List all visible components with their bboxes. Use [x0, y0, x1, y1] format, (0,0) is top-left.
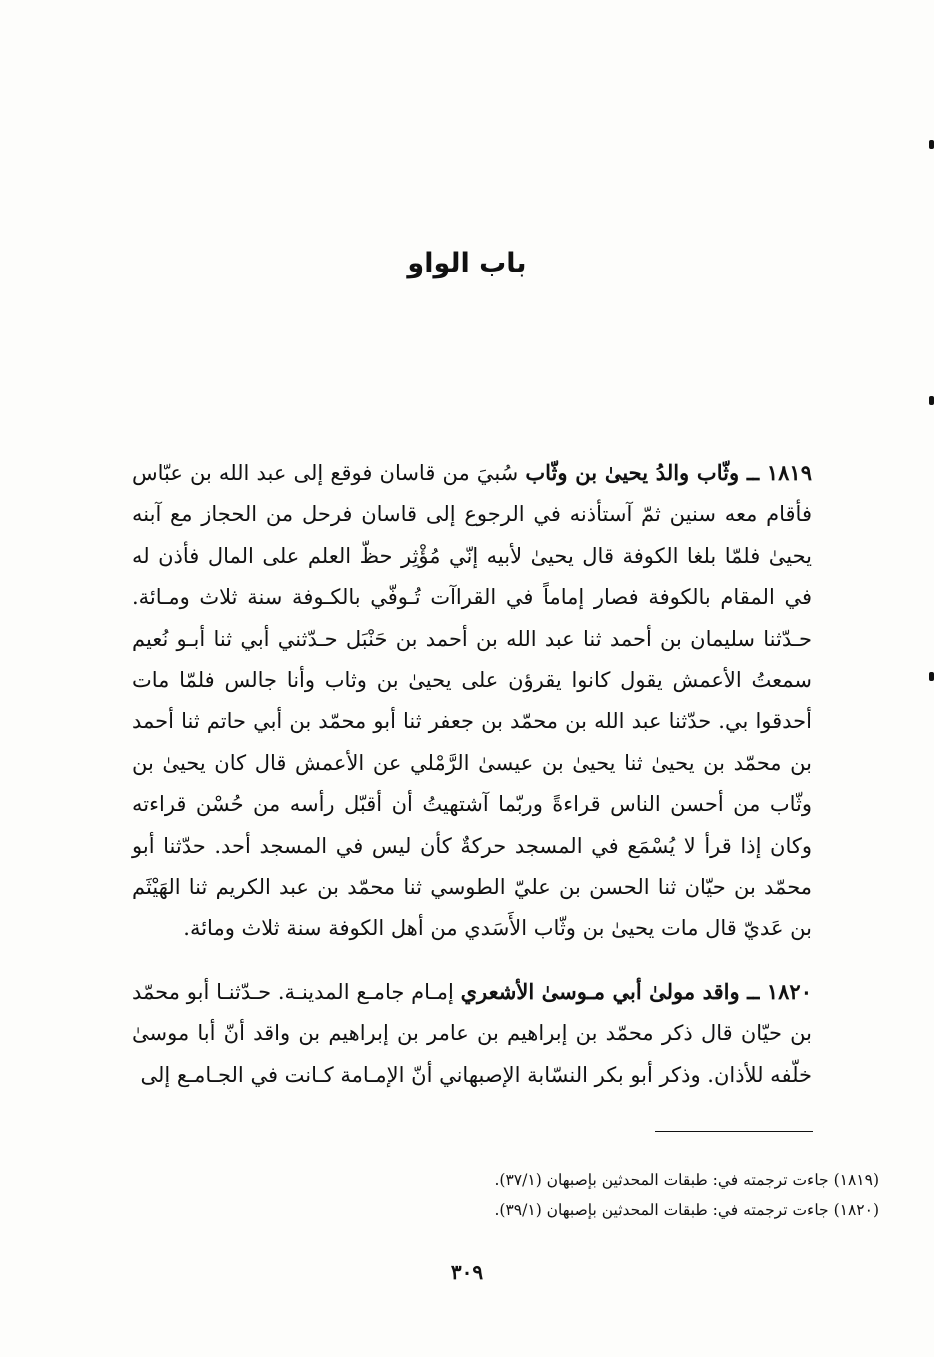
chapter-title: باب الواو [407, 248, 527, 279]
footnote-separator [655, 1131, 813, 1132]
entry-heading: ١٨١٩ ــ وثّاب والدُ يحيىٰ بن وثّاب [525, 460, 812, 485]
scan-mark [929, 396, 934, 405]
entry-1820 [132, 971, 812, 1096]
entry-1819 [132, 452, 812, 950]
footnotes [379, 1165, 879, 1225]
main-text [132, 452, 812, 1117]
entry-body: سُبيَ من قاسان فوقع إلى عبد الله بن عبّاس فأقام معه سنين ثمّ آستأذنه في الرجوع إلى قاسان فرحل من الحجاز مع آبنه يحيىٰ فلمّا بلغا الكوفة قال يحيىٰ لأبيه إنّي مُؤْثِر حظّ العلم على المال فأذن له في المقام بالكوفة فصار إماماً في القراآت تُـوفّي بالكـوفة سنة ثلاث ومـائة. حـدّثنا سليمان بن أحمد ثنا عبد الله بن أحمد بن حَنْبَل حـدّثني أبي ثنا أبـو نُعيم سمعتُ الأعمش يقول كانوا يقرؤن على يحيىٰ بن وثاب وأنا جالس فلمّا مات أحدقوا بي. حدّثنا عبد الله بن محمّد بن جعفر ثنا أبو محمّد بن أبي حاتم ثنا أحمد بن محمّد بن يحيىٰ ثنا يحيىٰ بن عيسىٰ الرَّمْلي عن الأعمش قال كان يحيىٰ بن وثّاب من أحسن الناس قراءةً وربّما آشتهيتُ أن أقبّل رأسه من حُسْن قراءته وكان إذا قرأ لا يُسْمَع في المسجد حركةٌ كأن ليس في المسجد أحد. حدّثنا أبو محمّد بن حيّان ثنا الحسن بن عليّ الطوسي ثنا محمّد بن عبد الكريم ثنا الهَيْثَم بن عَديّ قال مات يحيىٰ بن وثّاب الأَسَدي من أهل الكوفة سنة ثلاث ومائة. [132, 461, 812, 941]
page-number: ٣٠٩ [450, 1260, 484, 1284]
scan-mark [929, 140, 934, 149]
footnote: (١٨١٩) جاءت ترجمته في: طبقات المحدثين بإصبهان (٣٧/١). [494, 1171, 879, 1189]
entry-heading: ١٨٢٠ ــ واقد مولىٰ أبي مـوسىٰ الأشعري [460, 978, 812, 1004]
footnote: (١٨٢٠) جاءت ترجمته في: طبقات المحدثين بإصبهان (٣٩/١). [494, 1201, 879, 1219]
scan-mark [929, 672, 934, 681]
entry-body: إمـام جامـع المدينـة. حـدّثنـا أبو محمّد بن حيّان قال ذكر محمّد بن إبراهيم بن عامر بن إبراهيم بن واقد أنّ أبا موسىٰ خلّفه للأذان. وذكر أبو بكر النسّابة الإصبهاني أنّ الإمـامة كـانت في الجـامـع إلى [132, 979, 812, 1087]
